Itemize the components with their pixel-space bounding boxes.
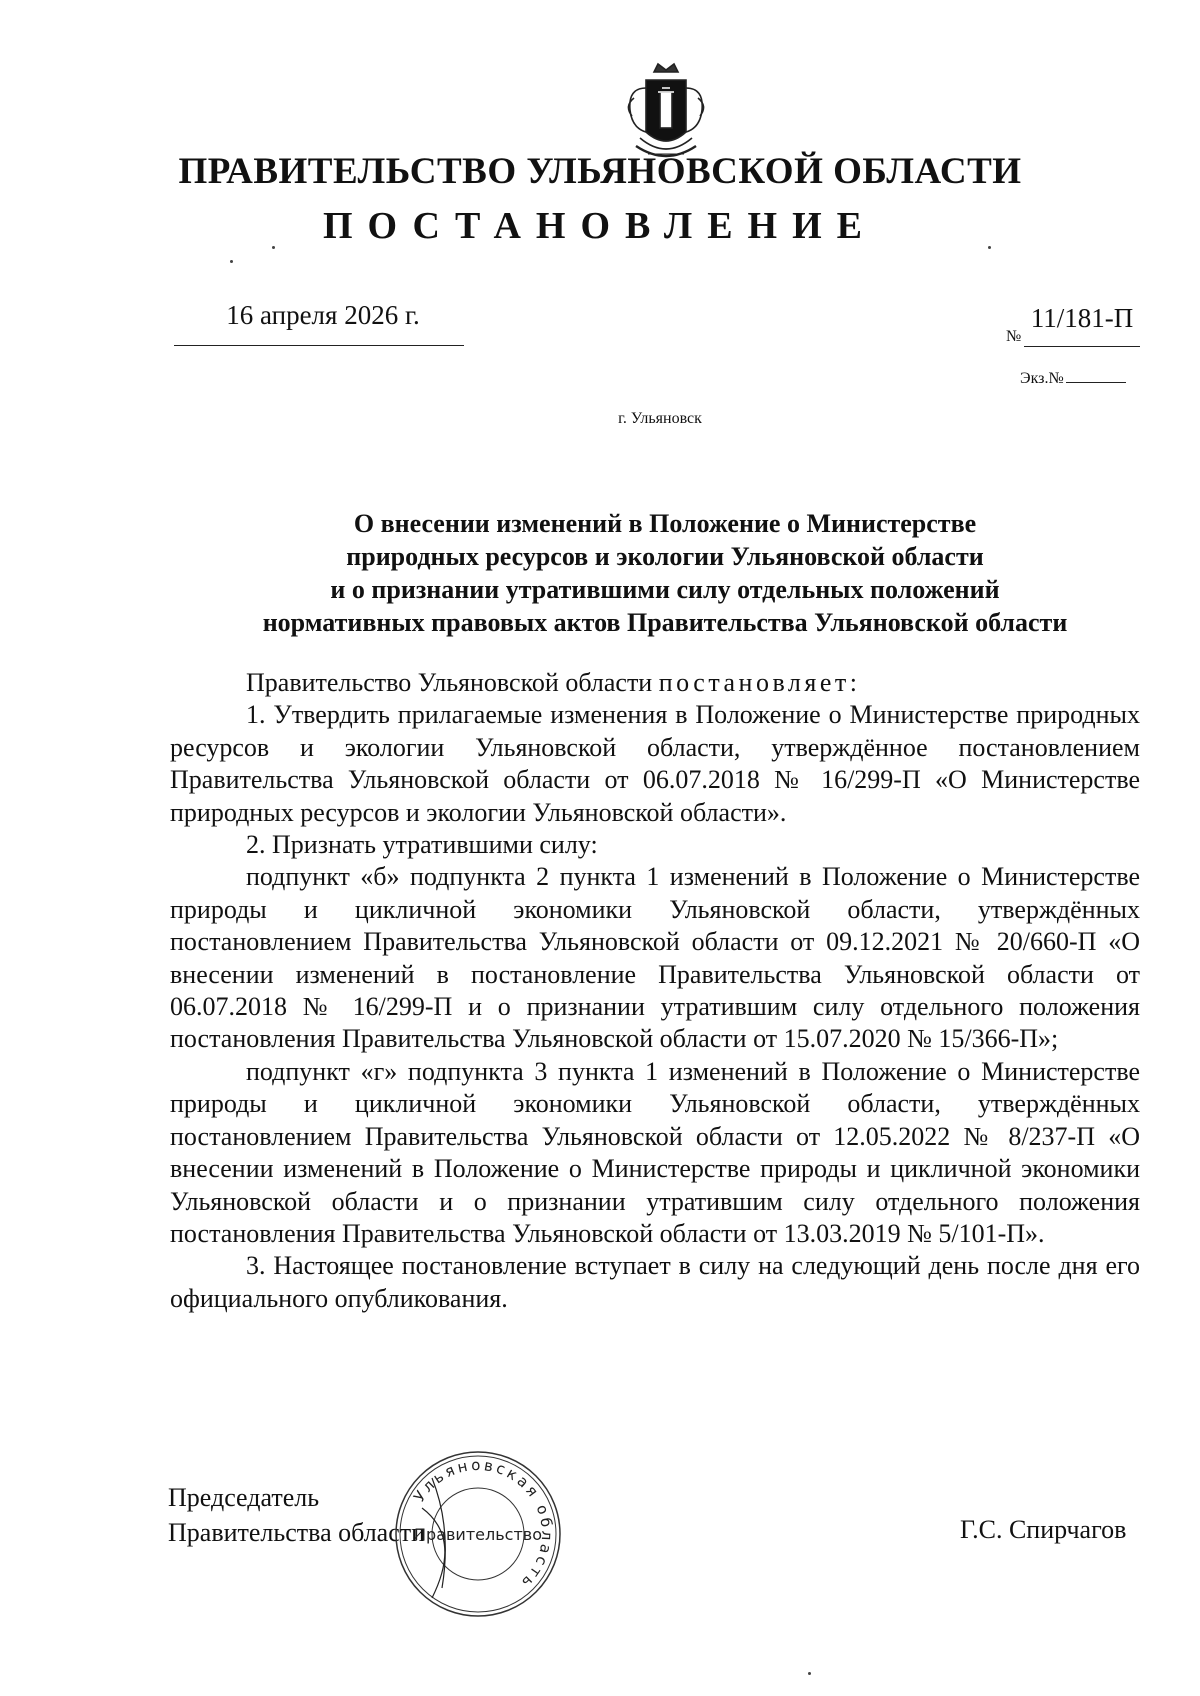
paragraph-3: 3. Настоящее постановление вступает в силу на следующий день после дня его официального опубликования.: [170, 1251, 1140, 1313]
subject-line: природных ресурсов и экологии Ульяновской области: [346, 542, 984, 571]
intro-decree-word: постановляет:: [658, 668, 861, 697]
scan-speck: [230, 260, 233, 263]
seal-ring-text: Ульяновская область: [410, 1455, 557, 1594]
document-type-heading: ПОСТАНОВЛЕНИЕ: [322, 205, 878, 247]
scan-speck: [272, 246, 275, 249]
copy-number-blank: [1066, 382, 1126, 383]
copy-number-field: [1020, 370, 1126, 388]
seal-center-text: Правительство: [414, 1525, 542, 1544]
copy-number-label: Экз.№: [1020, 370, 1064, 387]
intro-paragraph: [170, 667, 1140, 699]
paragraph-2-item-b: подпункт «б» подпункта 2 пункта 1 изменений в Положение о Министерстве природы и цикличной экономики Ульяновской области, утверждённых постановлением Правительства Ульяновской области от 09.12.2021 № 20/660-П «О внесении изменений в постановление Правительства Ульяновской области от 06.07.2018 № 16/299-П и о признании утратившим силу отдельного положения постановления Правительства Ульяновской области от 15.07.2020 № 15/366-П»;: [170, 862, 1140, 1054]
intro-text: Правительство Ульяновской области: [246, 668, 653, 697]
document-body: [170, 667, 1140, 1315]
number-underline: [1024, 346, 1140, 347]
signatory-name: Г.С. Спирчагов: [960, 1515, 1127, 1544]
government-title: ПРАВИТЕЛЬСТВО УЛЬЯНОВСКОЙ ОБЛАСТИ: [178, 151, 1022, 192]
city-name: г. Ульяновск: [618, 410, 702, 427]
paragraph-2: 2. Признать утратившими силу:: [246, 830, 598, 860]
date-underline: [174, 345, 464, 346]
official-seal: [392, 1448, 564, 1620]
position-line: Председатель: [168, 1483, 320, 1512]
subject-line: О внесении изменений в Положение о Министерстве: [353, 509, 977, 538]
document-subject: [170, 507, 1160, 639]
position-line: Правительства области: [168, 1518, 426, 1547]
subject-line: нормативных правовых актов Правительства Ульяновской области: [262, 608, 1068, 637]
signatory-position: [168, 1480, 425, 1550]
document-number: 11/181-П: [1030, 303, 1134, 333]
subject-line: и о признании утратившими силу отдельных положений: [330, 575, 1000, 604]
number-sign: №: [1006, 328, 1022, 345]
document-date: 16 апреля 2026 г.: [226, 300, 420, 330]
scan-speck: [808, 1672, 811, 1675]
paragraph-1: 1. Утвердить прилагаемые изменения в Положение о Министерстве природных ресурсов и экологии Ульяновской области, утверждённое постановлением Правительства Ульяновской области от 06.07.2018 № 16/299-П «О Министерстве природных ресурсов и экологии Ульяновской области».: [170, 700, 1140, 827]
paragraph-2-item-g: подпункт «г» подпункта 3 пункта 1 изменений в Положение о Министерстве природы и цикличной экономики Ульяновской области, утверждённых постановлением Правительства Ульяновской области от 12.05.2022 № 8/237-П «О внесении изменений в Положение о Министерстве природы и цикличной экономики Ульяновской области и о признании утратившим силу отдельного положения постановления Правительства Ульяновской области от 13.03.2019 № 5/101-П».: [170, 1056, 1140, 1248]
scan-speck: [988, 246, 991, 249]
